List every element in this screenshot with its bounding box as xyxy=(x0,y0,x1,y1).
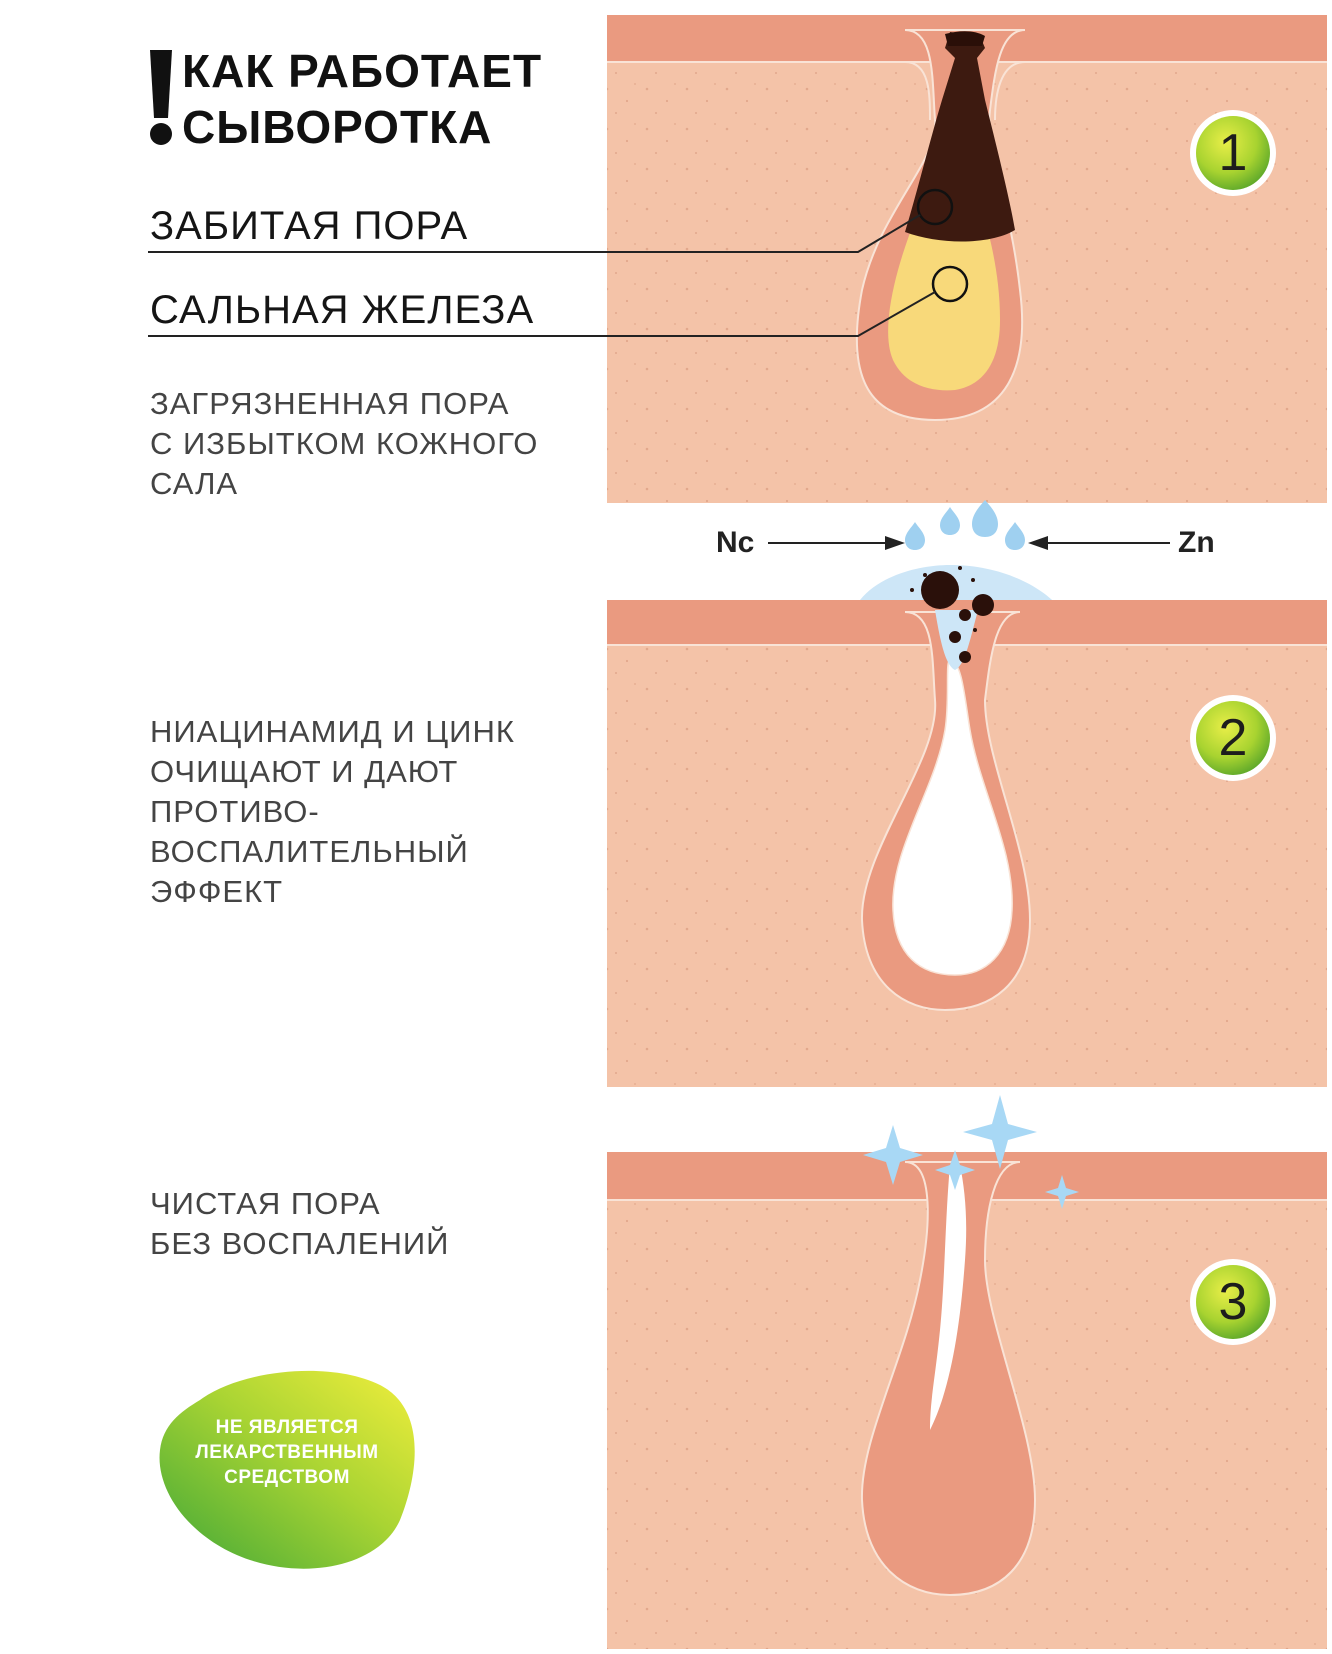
callout-sebaceous-gland: САЛЬНАЯ ЖЕЛЕЗА xyxy=(150,288,535,332)
badge-line: СРЕДСТВОМ xyxy=(224,1467,350,1488)
step-2-line: ЭФФЕКТ xyxy=(150,874,284,909)
step-1-line: САЛА xyxy=(150,466,239,501)
water-drop-icon xyxy=(905,500,1025,550)
badge-text xyxy=(162,1415,412,1490)
title-line-1: КАК РАБОТАЕТ xyxy=(182,45,543,97)
step-2-line: ВОСПАЛИТЕЛЬНЫЙ xyxy=(150,834,469,869)
step-2-line: ПРОТИВО- xyxy=(150,794,320,829)
step-1-description xyxy=(150,384,538,504)
step-2-line: ОЧИЩАЮТ И ДАЮТ xyxy=(150,754,459,789)
step-3-description xyxy=(150,1184,449,1264)
step-1-line: С ИЗБЫТКОМ КОЖНОГО xyxy=(150,426,539,461)
step-2-description xyxy=(150,712,515,912)
step-2-line: НИАЦИНАМИД И ЦИНК xyxy=(150,714,515,749)
ingredient-nc: Nc xyxy=(716,526,755,559)
badge-line: НЕ ЯВЛЯЕТСЯ xyxy=(215,1417,359,1438)
panel-clogged-pore xyxy=(607,15,1327,503)
step-1-line: ЗАГРЯЗНЕННАЯ ПОРА xyxy=(150,386,510,421)
exclamation-icon xyxy=(150,50,172,145)
badge-line: ЛЕКАРСТВЕННЫМ xyxy=(195,1442,379,1463)
callout-clogged-pore: ЗАБИТАЯ ПОРА xyxy=(150,204,469,248)
panel-clean-pore xyxy=(607,1152,1327,1649)
panel-cleansing xyxy=(607,565,1327,1087)
ingredient-arrows xyxy=(768,536,1170,550)
step-3-line: ЧИСТАЯ ПОРА xyxy=(150,1186,381,1221)
ingredient-zn: Zn xyxy=(1178,526,1215,559)
title-line-2: СЫВОРОТКА xyxy=(182,101,493,153)
step-1-number: 1 xyxy=(1218,124,1248,182)
step-3-number: 3 xyxy=(1218,1273,1248,1331)
step-3-line: БЕЗ ВОСПАЛЕНИЙ xyxy=(150,1226,450,1261)
step-2-number: 2 xyxy=(1218,709,1248,767)
